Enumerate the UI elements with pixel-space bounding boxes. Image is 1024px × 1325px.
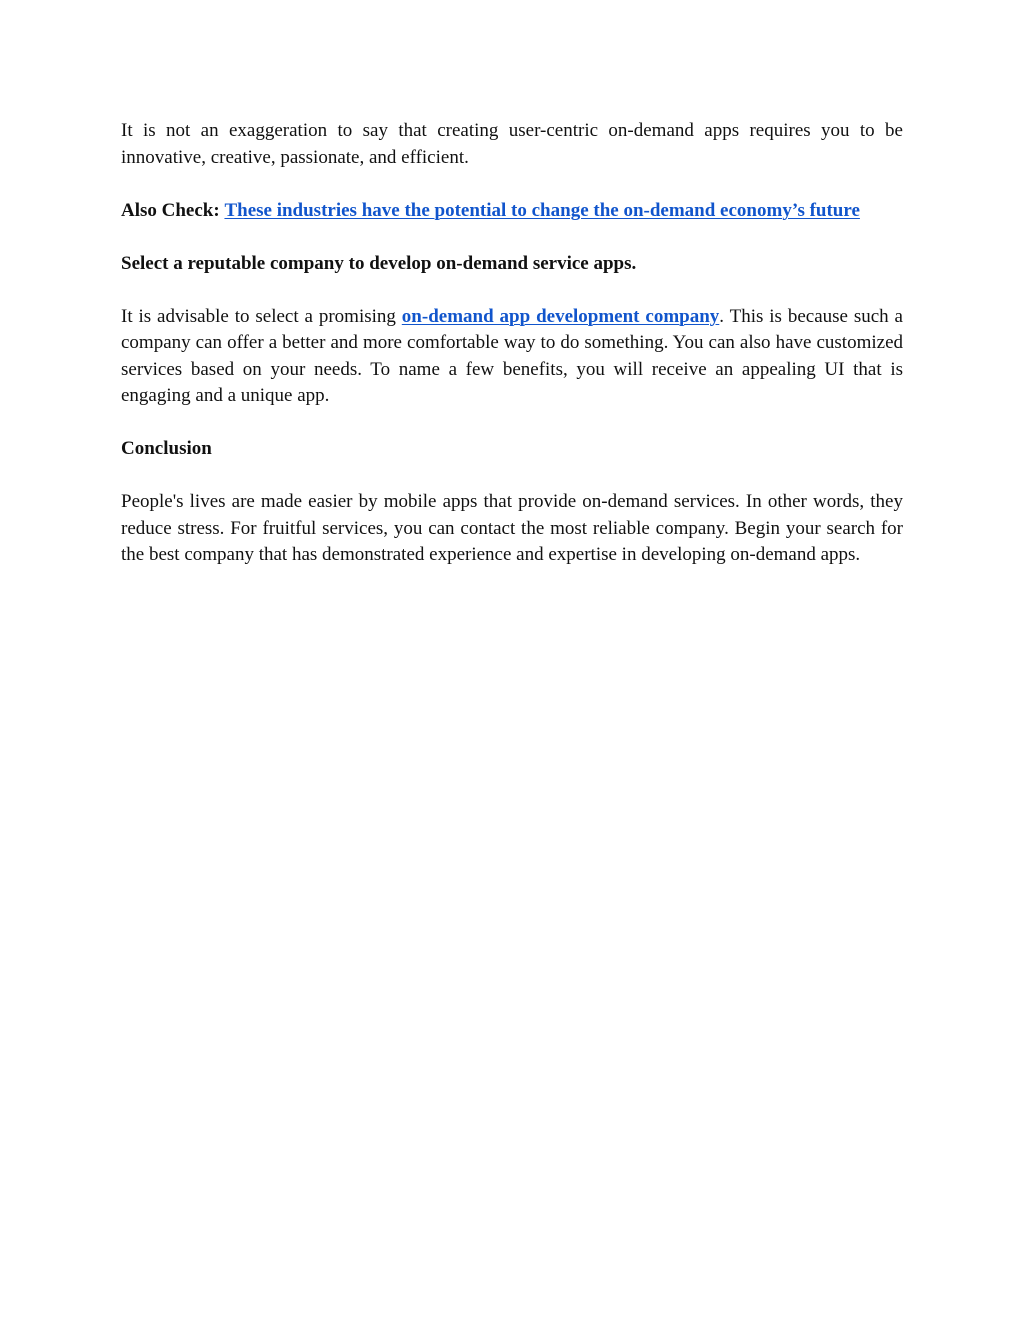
section-heading-select-company: Select a reputable company to develop on-demand service apps. [121,252,637,274]
app-development-company-link[interactable]: on-demand app development company [401,305,720,327]
industries-article-link[interactable]: These industries have the potential to change the on-demand economy’s future [224,199,860,221]
intro-paragraph: It is not an exaggeration to say that creating user-centric on-demand apps requires you to be innovative, creative, passionate, and efficient. [121,120,903,168]
also-check-label: Also Check: [121,199,220,221]
advice-paragraph [121,304,903,410]
advice-text-before-link: It is advisable to select a promising [121,305,402,327]
also-check-line [121,198,903,225]
conclusion-paragraph: People's lives are made easier by mobile apps that provide on-demand services. In other words, they reduce stress. For fruitful services, you can contact the most reliable company. Begin your search for the best company that has demonstrated experience and expertise in developing on-demand apps. [121,491,903,565]
section-heading-conclusion: Conclusion [121,438,212,459]
advice-text-after-link: . This is because such a company can offer a better and more comfortable way to do something. You can also have customized services based on your needs. To name a few benefits, you will receive an appealing UI that is engaging and a unique app. [121,305,903,406]
document-page [121,118,903,595]
